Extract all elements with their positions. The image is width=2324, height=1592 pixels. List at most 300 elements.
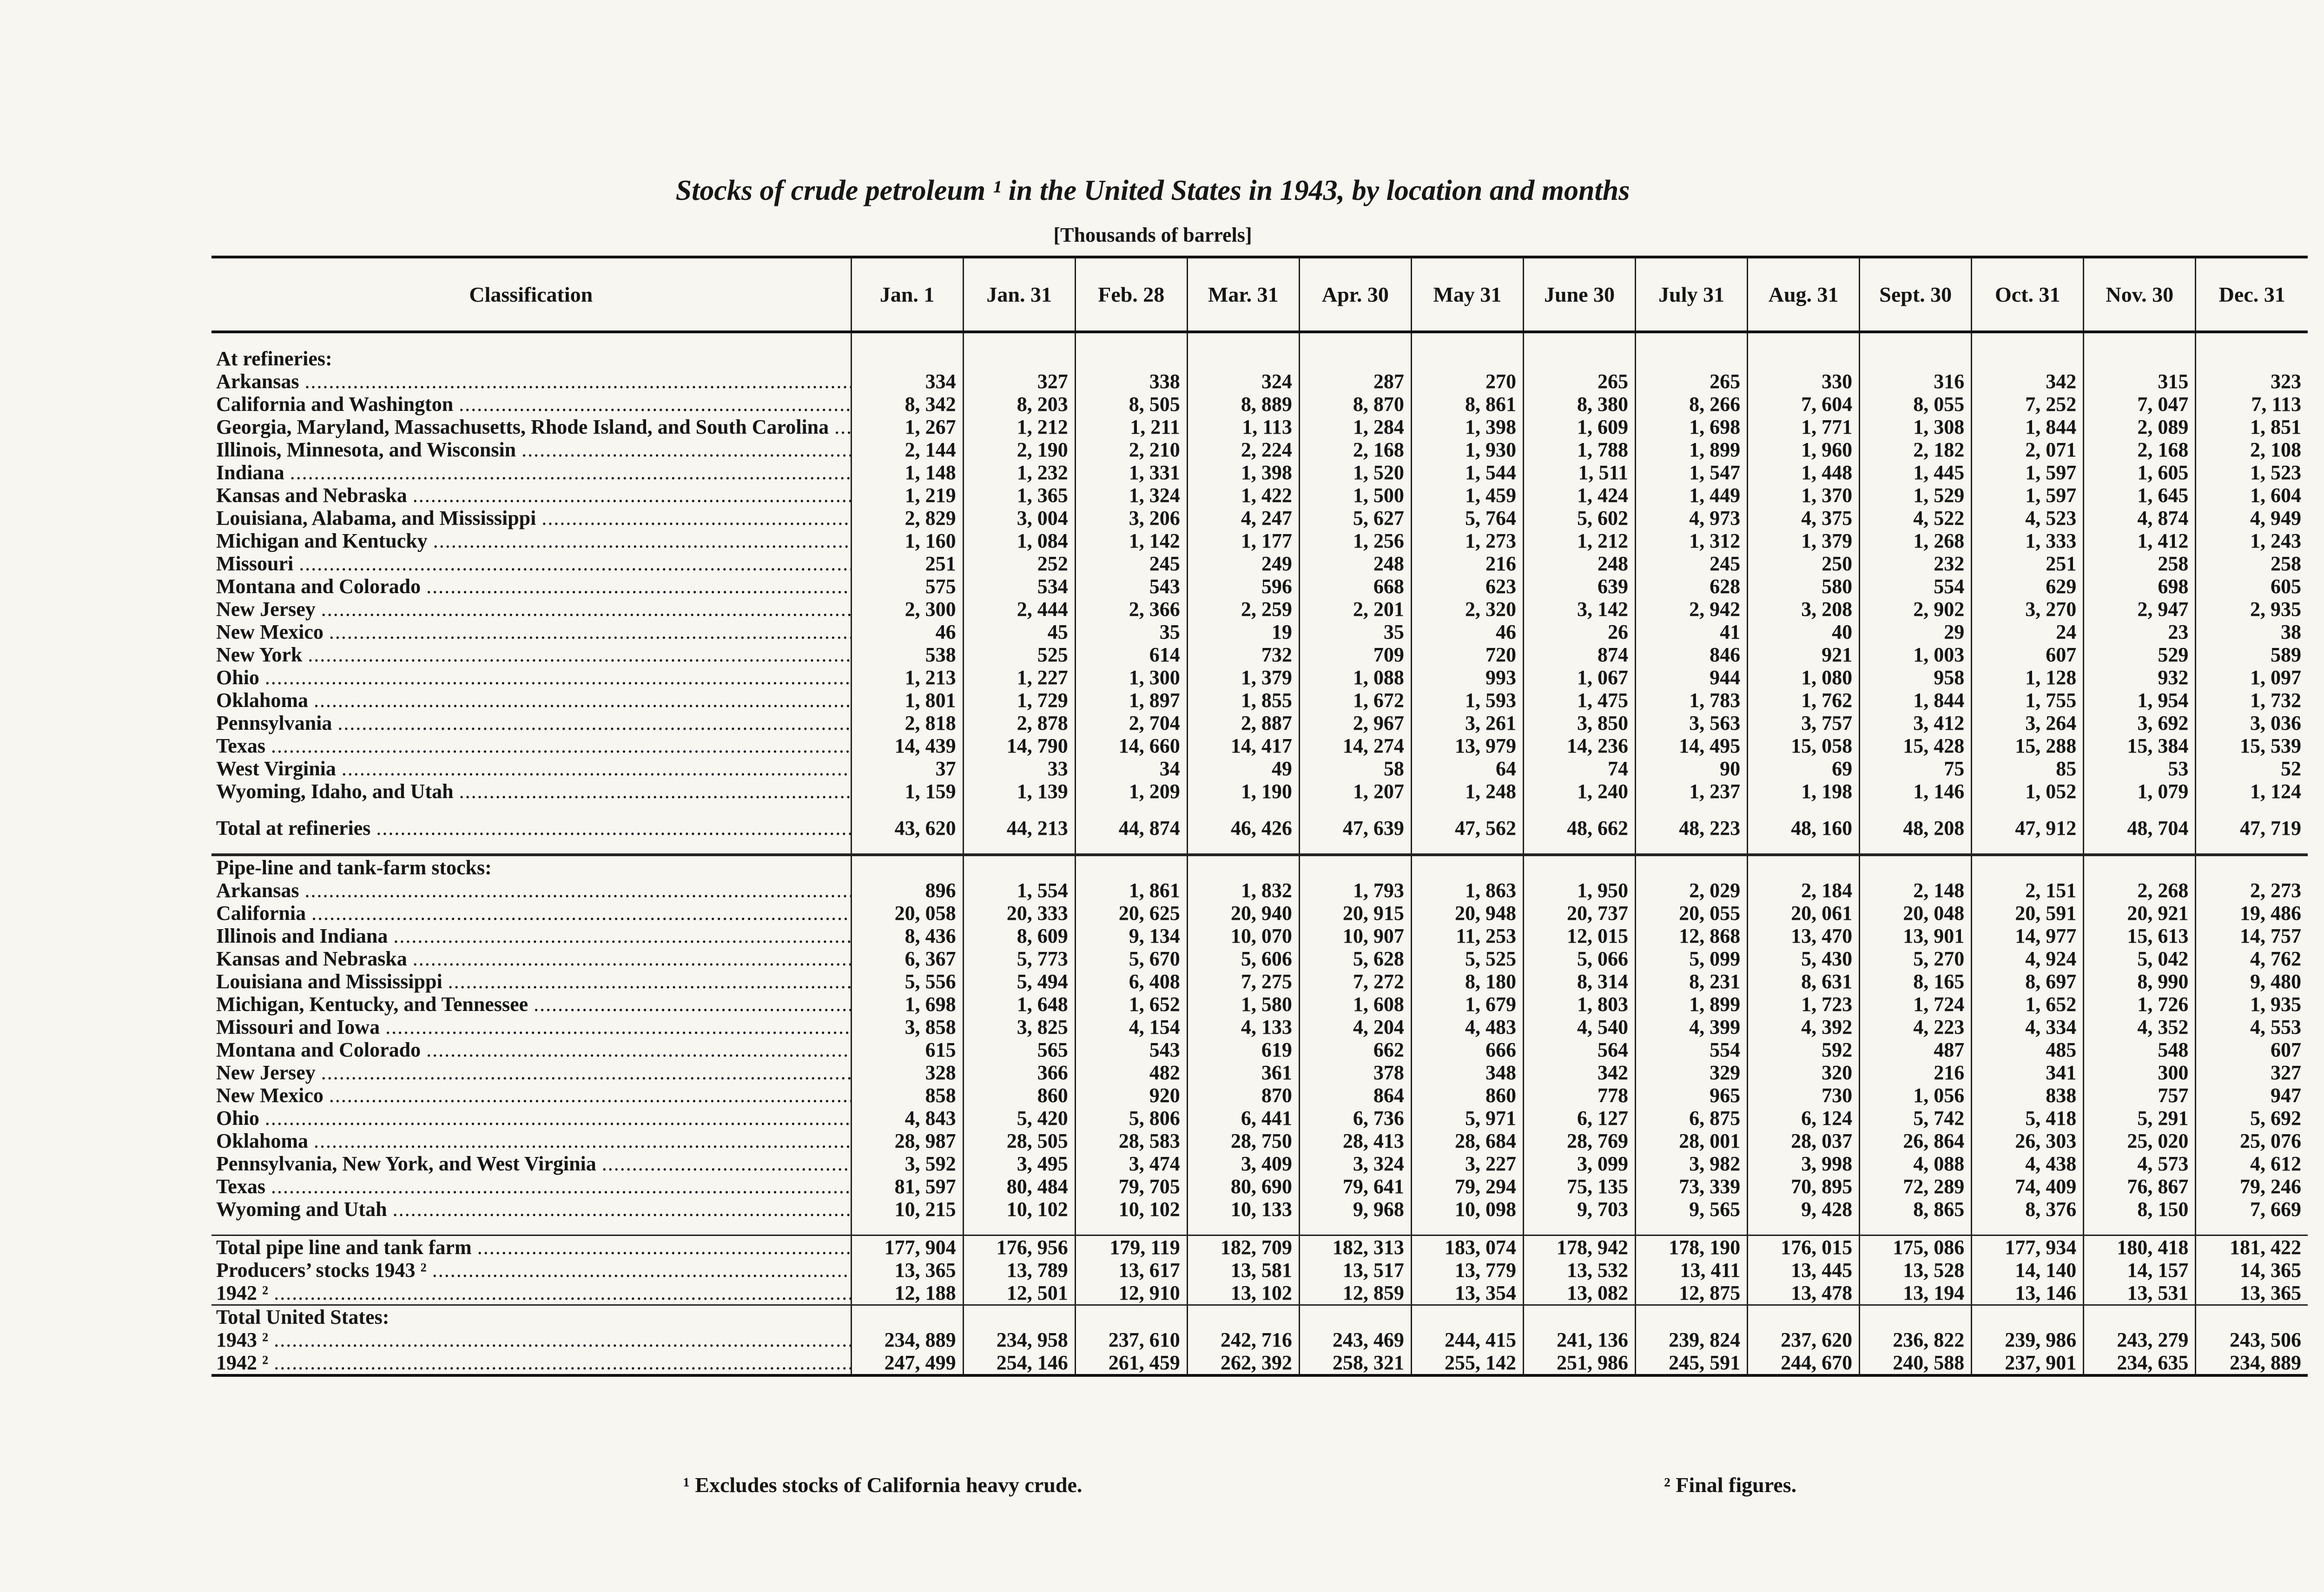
cell-value: 10, 133: [1187, 1198, 1299, 1221]
cell-value: 14, 417: [1187, 734, 1299, 757]
cell-value: 70, 895: [1748, 1175, 1860, 1198]
cell-value: 249: [1187, 552, 1299, 575]
cell-value: 34: [1075, 757, 1187, 780]
cell-value: 1, 729: [963, 689, 1075, 712]
cell-value: [963, 855, 1075, 879]
cell-value: 330: [1748, 370, 1860, 393]
cell-value: 1, 331: [1075, 461, 1187, 484]
cell-value: 698: [2084, 575, 2196, 598]
cell-value: 2, 947: [2084, 598, 2196, 621]
cell-value: 1, 844: [1972, 416, 2084, 438]
cell-value: 4, 483: [1411, 1016, 1523, 1038]
cell-value: 239, 986: [1972, 1328, 2084, 1351]
cell-value: 2, 320: [1411, 598, 1523, 621]
cell-value: 20, 058: [851, 902, 963, 925]
cell-value: 1, 899: [1636, 993, 1748, 1016]
us-total-row: [211, 1328, 2308, 1351]
cell-value: 639: [1523, 575, 1635, 598]
cell-value: 10, 102: [963, 1198, 1075, 1221]
cell-value: [2084, 347, 2196, 370]
spacer-row: [211, 1221, 2308, 1235]
cell-value: 254, 146: [963, 1351, 1075, 1375]
cell-value: [1187, 1221, 1299, 1235]
cell-value: [1411, 1305, 1523, 1329]
cell-value: 2, 089: [2084, 416, 2196, 438]
row-label-text: Wyoming, Idaho, and Utah .....: [216, 780, 456, 803]
cell-value: 216: [1860, 1061, 1972, 1084]
cell-value: 79, 246: [2196, 1175, 2308, 1198]
cell-value: 258: [2196, 552, 2308, 575]
cell-value: 5, 806: [1075, 1107, 1187, 1130]
cell-value: 1, 459: [1411, 484, 1523, 507]
row-label-text: New Mexico .....: [216, 621, 326, 643]
row-label: [211, 803, 851, 817]
cell-value: 1, 067: [1523, 666, 1635, 689]
cell-value: 589: [2196, 643, 2308, 666]
cell-value: 3, 142: [1523, 598, 1635, 621]
header-month: Dec. 31: [2196, 257, 2308, 332]
cell-value: 1, 863: [1411, 879, 1523, 902]
table-row: [211, 438, 2308, 461]
table-row: [211, 1084, 2308, 1107]
cell-value: 13, 411: [1636, 1259, 1748, 1282]
cell-value: 20, 625: [1075, 902, 1187, 925]
cell-value: 1, 723: [1748, 993, 1860, 1016]
cell-value: 720: [1411, 643, 1523, 666]
cell-value: 1, 448: [1748, 461, 1860, 484]
cell-value: 1, 861: [1075, 879, 1187, 902]
cell-value: 248: [1523, 552, 1635, 575]
cell-value: 15, 058: [1748, 734, 1860, 757]
cell-value: 320: [1748, 1061, 1860, 1084]
cell-value: 13, 979: [1411, 734, 1523, 757]
cell-value: 1, 762: [1748, 689, 1860, 712]
cell-value: 366: [963, 1061, 1075, 1084]
row-label: [211, 507, 851, 529]
cell-value: 619: [1187, 1038, 1299, 1061]
cell-value: 324: [1187, 370, 1299, 393]
cell-value: 46: [851, 621, 963, 643]
cell-value: 1, 724: [1860, 993, 1972, 1016]
cell-value: 48, 160: [1748, 817, 1860, 839]
cell-value: 662: [1299, 1038, 1411, 1061]
cell-value: [1972, 855, 2084, 879]
cell-value: 15, 539: [2196, 734, 2308, 757]
cell-value: 1, 209: [1075, 780, 1187, 803]
cell-value: 8, 697: [1972, 970, 2084, 993]
row-label: [211, 575, 851, 598]
cell-value: 668: [1299, 575, 1411, 598]
cell-value: 487: [1860, 1038, 1972, 1061]
cell-value: 8, 865: [1860, 1198, 1972, 1221]
row-label-text: Michigan, Kentucky, and Tennessee .....: [216, 993, 531, 1016]
cell-value: 2, 829: [851, 507, 963, 529]
cell-value: 35: [1299, 621, 1411, 643]
cell-value: 838: [1972, 1084, 2084, 1107]
cell-value: 13, 531: [2084, 1282, 2196, 1305]
cell-value: 554: [1860, 575, 1972, 598]
cell-value: 5, 773: [963, 947, 1075, 970]
cell-value: 1, 954: [2084, 689, 2196, 712]
cell-value: [1748, 347, 1860, 370]
row-label: [211, 393, 851, 416]
cell-value: 177, 904: [851, 1235, 963, 1259]
cell-value: [2196, 803, 2308, 817]
row-label-text: Kansas and Nebraska .....: [216, 947, 410, 970]
cell-value: 9, 703: [1523, 1198, 1635, 1221]
cell-value: 6, 736: [1299, 1107, 1411, 1130]
row-label: [211, 1235, 851, 1259]
cell-value: 846: [1636, 643, 1748, 666]
cell-value: 361: [1187, 1061, 1299, 1084]
cell-value: 1, 698: [851, 993, 963, 1016]
cell-value: 4, 612: [2196, 1152, 2308, 1175]
table-row: [211, 1061, 2308, 1084]
cell-value: 244, 415: [1411, 1328, 1523, 1351]
cell-value: 20, 940: [1187, 902, 1299, 925]
cell-value: 4, 204: [1299, 1016, 1411, 1038]
cell-value: 1, 679: [1411, 993, 1523, 1016]
cell-value: 85: [1972, 757, 2084, 780]
cell-value: 47, 719: [2196, 817, 2308, 839]
cell-value: 240, 588: [1860, 1351, 1972, 1375]
spacer-row: [211, 839, 2308, 855]
cell-value: [1860, 839, 1972, 855]
cell-value: 2, 144: [851, 438, 963, 461]
cell-value: [2196, 332, 2308, 347]
cell-value: 2, 071: [1972, 438, 2084, 461]
row-label-text: New Jersey .....: [216, 1061, 318, 1084]
cell-value: 575: [851, 575, 963, 598]
cell-value: 20, 921: [2084, 902, 2196, 925]
cell-value: 13, 517: [1299, 1259, 1411, 1282]
header-month: Mar. 31: [1187, 257, 1299, 332]
cell-value: [1299, 332, 1411, 347]
row-label: [211, 484, 851, 507]
cell-value: 175, 086: [1860, 1235, 1972, 1259]
cell-value: 2, 902: [1860, 598, 1972, 621]
cell-value: 20, 055: [1636, 902, 1748, 925]
cell-value: 234, 635: [2084, 1351, 2196, 1375]
cell-value: 44, 213: [963, 817, 1075, 839]
cell-value: 1, 422: [1187, 484, 1299, 507]
cell-value: 232: [1860, 552, 1972, 575]
cell-value: 20, 061: [1748, 902, 1860, 925]
header-month: Nov. 30: [2084, 257, 2196, 332]
cell-value: 3, 850: [1523, 712, 1635, 734]
cell-value: 247, 499: [851, 1351, 963, 1375]
cell-value: 28, 001: [1636, 1130, 1748, 1152]
row-label: [211, 1282, 851, 1305]
cell-value: 11, 253: [1411, 925, 1523, 947]
cell-value: [851, 347, 963, 370]
cell-value: 237, 610: [1075, 1328, 1187, 1351]
cell-value: 870: [1187, 1084, 1299, 1107]
cell-value: 896: [851, 879, 963, 902]
cell-value: 262, 392: [1187, 1351, 1299, 1375]
cell-value: 48, 223: [1636, 817, 1748, 839]
row-label: [211, 993, 851, 1016]
cell-value: [1748, 1305, 1860, 1329]
cell-value: 860: [1411, 1084, 1523, 1107]
row-label: [211, 947, 851, 970]
cell-value: 14, 495: [1636, 734, 1748, 757]
cell-value: 180, 418: [2084, 1235, 2196, 1259]
cell-value: 5, 270: [1860, 947, 1972, 970]
cell-value: 80, 484: [963, 1175, 1075, 1198]
cell-value: 179, 119: [1075, 1235, 1187, 1259]
cell-value: 334: [851, 370, 963, 393]
row-label: [211, 689, 851, 712]
cell-value: [1075, 347, 1187, 370]
cell-value: [2084, 855, 2196, 879]
cell-value: 1, 523: [2196, 461, 2308, 484]
cell-value: [1299, 839, 1411, 855]
cell-value: [1187, 1305, 1299, 1329]
cell-value: [851, 803, 963, 817]
cell-value: 13, 365: [851, 1259, 963, 1282]
row-label-text: 1943 ² .....: [216, 1328, 271, 1351]
cell-value: 1, 146: [1860, 780, 1972, 803]
cell-value: [2084, 1221, 2196, 1235]
cell-value: 1, 771: [1748, 416, 1860, 438]
table-row: [211, 643, 2308, 666]
cell-value: 265: [1636, 370, 1748, 393]
cell-value: 2, 366: [1075, 598, 1187, 621]
cell-value: 534: [963, 575, 1075, 598]
cell-value: 5, 066: [1523, 947, 1635, 970]
table-row: [211, 879, 2308, 902]
cell-value: 485: [1972, 1038, 2084, 1061]
row-label: [211, 416, 851, 438]
cell-value: 13, 102: [1187, 1282, 1299, 1305]
cell-value: [2084, 839, 2196, 855]
row-label-text: Ohio .....: [216, 666, 262, 689]
cell-value: 1, 052: [1972, 780, 2084, 803]
cell-value: 4, 088: [1860, 1152, 1972, 1175]
cell-value: 8, 180: [1411, 970, 1523, 993]
cell-value: 8, 609: [963, 925, 1075, 947]
cell-value: [1748, 855, 1860, 879]
cell-value: 251: [851, 552, 963, 575]
cell-value: 5, 971: [1411, 1107, 1523, 1130]
cell-value: [1411, 332, 1523, 347]
cell-value: [1860, 1221, 1972, 1235]
row-label-text: Texas .....: [216, 734, 268, 757]
row-label-text: At refineries:: [216, 347, 335, 370]
cell-value: 12, 501: [963, 1282, 1075, 1305]
cell-value: 1, 308: [1860, 416, 1972, 438]
header-month: Oct. 31: [1972, 257, 2084, 332]
cell-value: 9, 480: [2196, 970, 2308, 993]
cell-value: 1, 755: [1972, 689, 2084, 712]
cell-value: 1, 365: [963, 484, 1075, 507]
cell-value: 80, 690: [1187, 1175, 1299, 1198]
cell-value: 47, 562: [1411, 817, 1523, 839]
cell-value: 7, 275: [1187, 970, 1299, 993]
cell-value: 1, 248: [1411, 780, 1523, 803]
cell-value: 4, 949: [2196, 507, 2308, 529]
cell-value: 15, 384: [2084, 734, 2196, 757]
cell-value: 79, 641: [1299, 1175, 1411, 1198]
row-label: [211, 666, 851, 689]
cell-value: 72, 289: [1860, 1175, 1972, 1198]
cell-value: 5, 606: [1187, 947, 1299, 970]
cell-value: [1187, 839, 1299, 855]
row-label: [211, 879, 851, 902]
cell-value: 76, 867: [2084, 1175, 2196, 1198]
row-label: [211, 529, 851, 552]
cell-value: 13, 194: [1860, 1282, 1972, 1305]
row-label-text: West Virginia .....: [216, 757, 339, 780]
cell-value: 237, 620: [1748, 1328, 1860, 1351]
cell-value: 24: [1972, 621, 2084, 643]
cell-value: 1, 605: [2084, 461, 2196, 484]
row-label: [211, 370, 851, 393]
row-label: [211, 1107, 851, 1130]
cell-value: 605: [2196, 575, 2308, 598]
cell-value: 958: [1860, 666, 1972, 689]
cell-value: 1, 213: [851, 666, 963, 689]
cell-value: [1636, 803, 1748, 817]
cell-value: 4, 154: [1075, 1016, 1187, 1038]
cell-value: 1, 597: [1972, 461, 2084, 484]
cell-value: 3, 261: [1411, 712, 1523, 734]
total-row: [211, 1235, 2308, 1259]
cell-value: 38: [2196, 621, 2308, 643]
total-row: [211, 817, 2308, 839]
cell-value: 592: [1748, 1038, 1860, 1061]
cell-value: 9, 134: [1075, 925, 1187, 947]
cell-value: 2, 029: [1636, 879, 1748, 902]
cell-value: 327: [2196, 1061, 2308, 1084]
cell-value: [1075, 803, 1187, 817]
cell-value: 287: [1299, 370, 1411, 393]
cell-value: 1, 124: [2196, 780, 2308, 803]
cell-value: 1, 398: [1187, 461, 1299, 484]
cell-value: 2, 184: [1748, 879, 1860, 902]
cell-value: 4, 973: [1636, 507, 1748, 529]
cell-value: 243, 469: [1299, 1328, 1411, 1351]
cell-value: 12, 910: [1075, 1282, 1187, 1305]
cell-value: [1187, 803, 1299, 817]
cell-value: 1, 930: [1411, 438, 1523, 461]
cell-value: 79, 705: [1075, 1175, 1187, 1198]
cell-value: 3, 036: [2196, 712, 2308, 734]
cell-value: 15, 428: [1860, 734, 1972, 757]
cell-value: 20, 048: [1860, 902, 1972, 925]
row-label-text: Pennsylvania, New York, and West Virginia .....: [216, 1152, 599, 1175]
cell-value: 1, 554: [963, 879, 1075, 902]
table-row: [211, 993, 2308, 1016]
cell-value: 181, 422: [2196, 1235, 2308, 1259]
cell-value: 2, 273: [2196, 879, 2308, 902]
row-label: [211, 621, 851, 643]
cell-value: 40: [1748, 621, 1860, 643]
cell-value: 1, 207: [1299, 780, 1411, 803]
cell-value: 216: [1411, 552, 1523, 575]
cell-value: 944: [1636, 666, 1748, 689]
cell-value: 1, 855: [1187, 689, 1299, 712]
cell-value: 47, 639: [1299, 817, 1411, 839]
cell-value: [1748, 803, 1860, 817]
table-row: [211, 1130, 2308, 1152]
cell-value: 14, 790: [963, 734, 1075, 757]
cell-value: 90: [1636, 757, 1748, 780]
cell-value: 261, 459: [1075, 1351, 1187, 1375]
cell-value: 4, 392: [1748, 1016, 1860, 1038]
row-label-text: Oklahoma .....: [216, 689, 311, 712]
cell-value: 1, 379: [1748, 529, 1860, 552]
cell-value: 8, 266: [1636, 393, 1748, 416]
cell-value: 177, 934: [1972, 1235, 2084, 1259]
cell-value: 1, 324: [1075, 484, 1187, 507]
cell-value: 8, 380: [1523, 393, 1635, 416]
cell-value: 13, 532: [1523, 1259, 1635, 1282]
cell-value: 4, 133: [1187, 1016, 1299, 1038]
cell-value: 48, 704: [2084, 817, 2196, 839]
cell-value: 3, 004: [963, 507, 1075, 529]
cell-value: 7, 252: [1972, 393, 2084, 416]
cell-value: [2196, 1305, 2308, 1329]
row-label: [211, 902, 851, 925]
cell-value: [1075, 855, 1187, 879]
cell-value: 13, 354: [1411, 1282, 1523, 1305]
cell-value: 48, 662: [1523, 817, 1635, 839]
cell-value: 529: [2084, 643, 2196, 666]
cell-value: 1, 897: [1075, 689, 1187, 712]
row-label-text: Wyoming and Utah .....: [216, 1198, 390, 1221]
row-label-text: 1942 ² .....: [216, 1351, 271, 1374]
cell-value: [1299, 803, 1411, 817]
row-label: [211, 1038, 851, 1061]
cell-value: 243, 279: [2084, 1328, 2196, 1351]
cell-value: 2, 148: [1860, 879, 1972, 902]
row-label: [211, 1175, 851, 1198]
cell-value: 965: [1636, 1084, 1748, 1107]
cell-value: 258: [2084, 552, 2196, 575]
cell-value: 1, 547: [1636, 461, 1748, 484]
row-label-text: Total pipe line and tank farm .....: [216, 1236, 475, 1259]
cell-value: 178, 942: [1523, 1235, 1635, 1259]
cell-value: 5, 494: [963, 970, 1075, 993]
cell-value: 378: [1299, 1061, 1411, 1084]
cell-value: 2, 190: [963, 438, 1075, 461]
cell-value: 1, 475: [1523, 689, 1635, 712]
cell-value: 1, 511: [1523, 461, 1635, 484]
cell-value: [1187, 347, 1299, 370]
cell-value: 3, 270: [1972, 598, 2084, 621]
cell-value: 13, 365: [2196, 1282, 2308, 1305]
cell-value: 4, 399: [1636, 1016, 1748, 1038]
cell-value: 234, 889: [851, 1328, 963, 1351]
cell-value: 348: [1411, 1061, 1523, 1084]
cell-value: 176, 015: [1748, 1235, 1860, 1259]
cell-value: [1075, 839, 1187, 855]
cell-value: [1523, 347, 1635, 370]
cell-value: 1, 652: [1075, 993, 1187, 1016]
cell-value: 12, 859: [1299, 1282, 1411, 1305]
cell-value: 1, 950: [1523, 879, 1635, 902]
cell-value: 28, 505: [963, 1130, 1075, 1152]
cell-value: 1, 500: [1299, 484, 1411, 507]
section-heading: [211, 1305, 2308, 1329]
cell-value: 3, 206: [1075, 507, 1187, 529]
cell-value: 245: [1636, 552, 1748, 575]
cell-value: 74: [1523, 757, 1635, 780]
cell-value: 2, 224: [1187, 438, 1299, 461]
cell-value: 43, 620: [851, 817, 963, 839]
